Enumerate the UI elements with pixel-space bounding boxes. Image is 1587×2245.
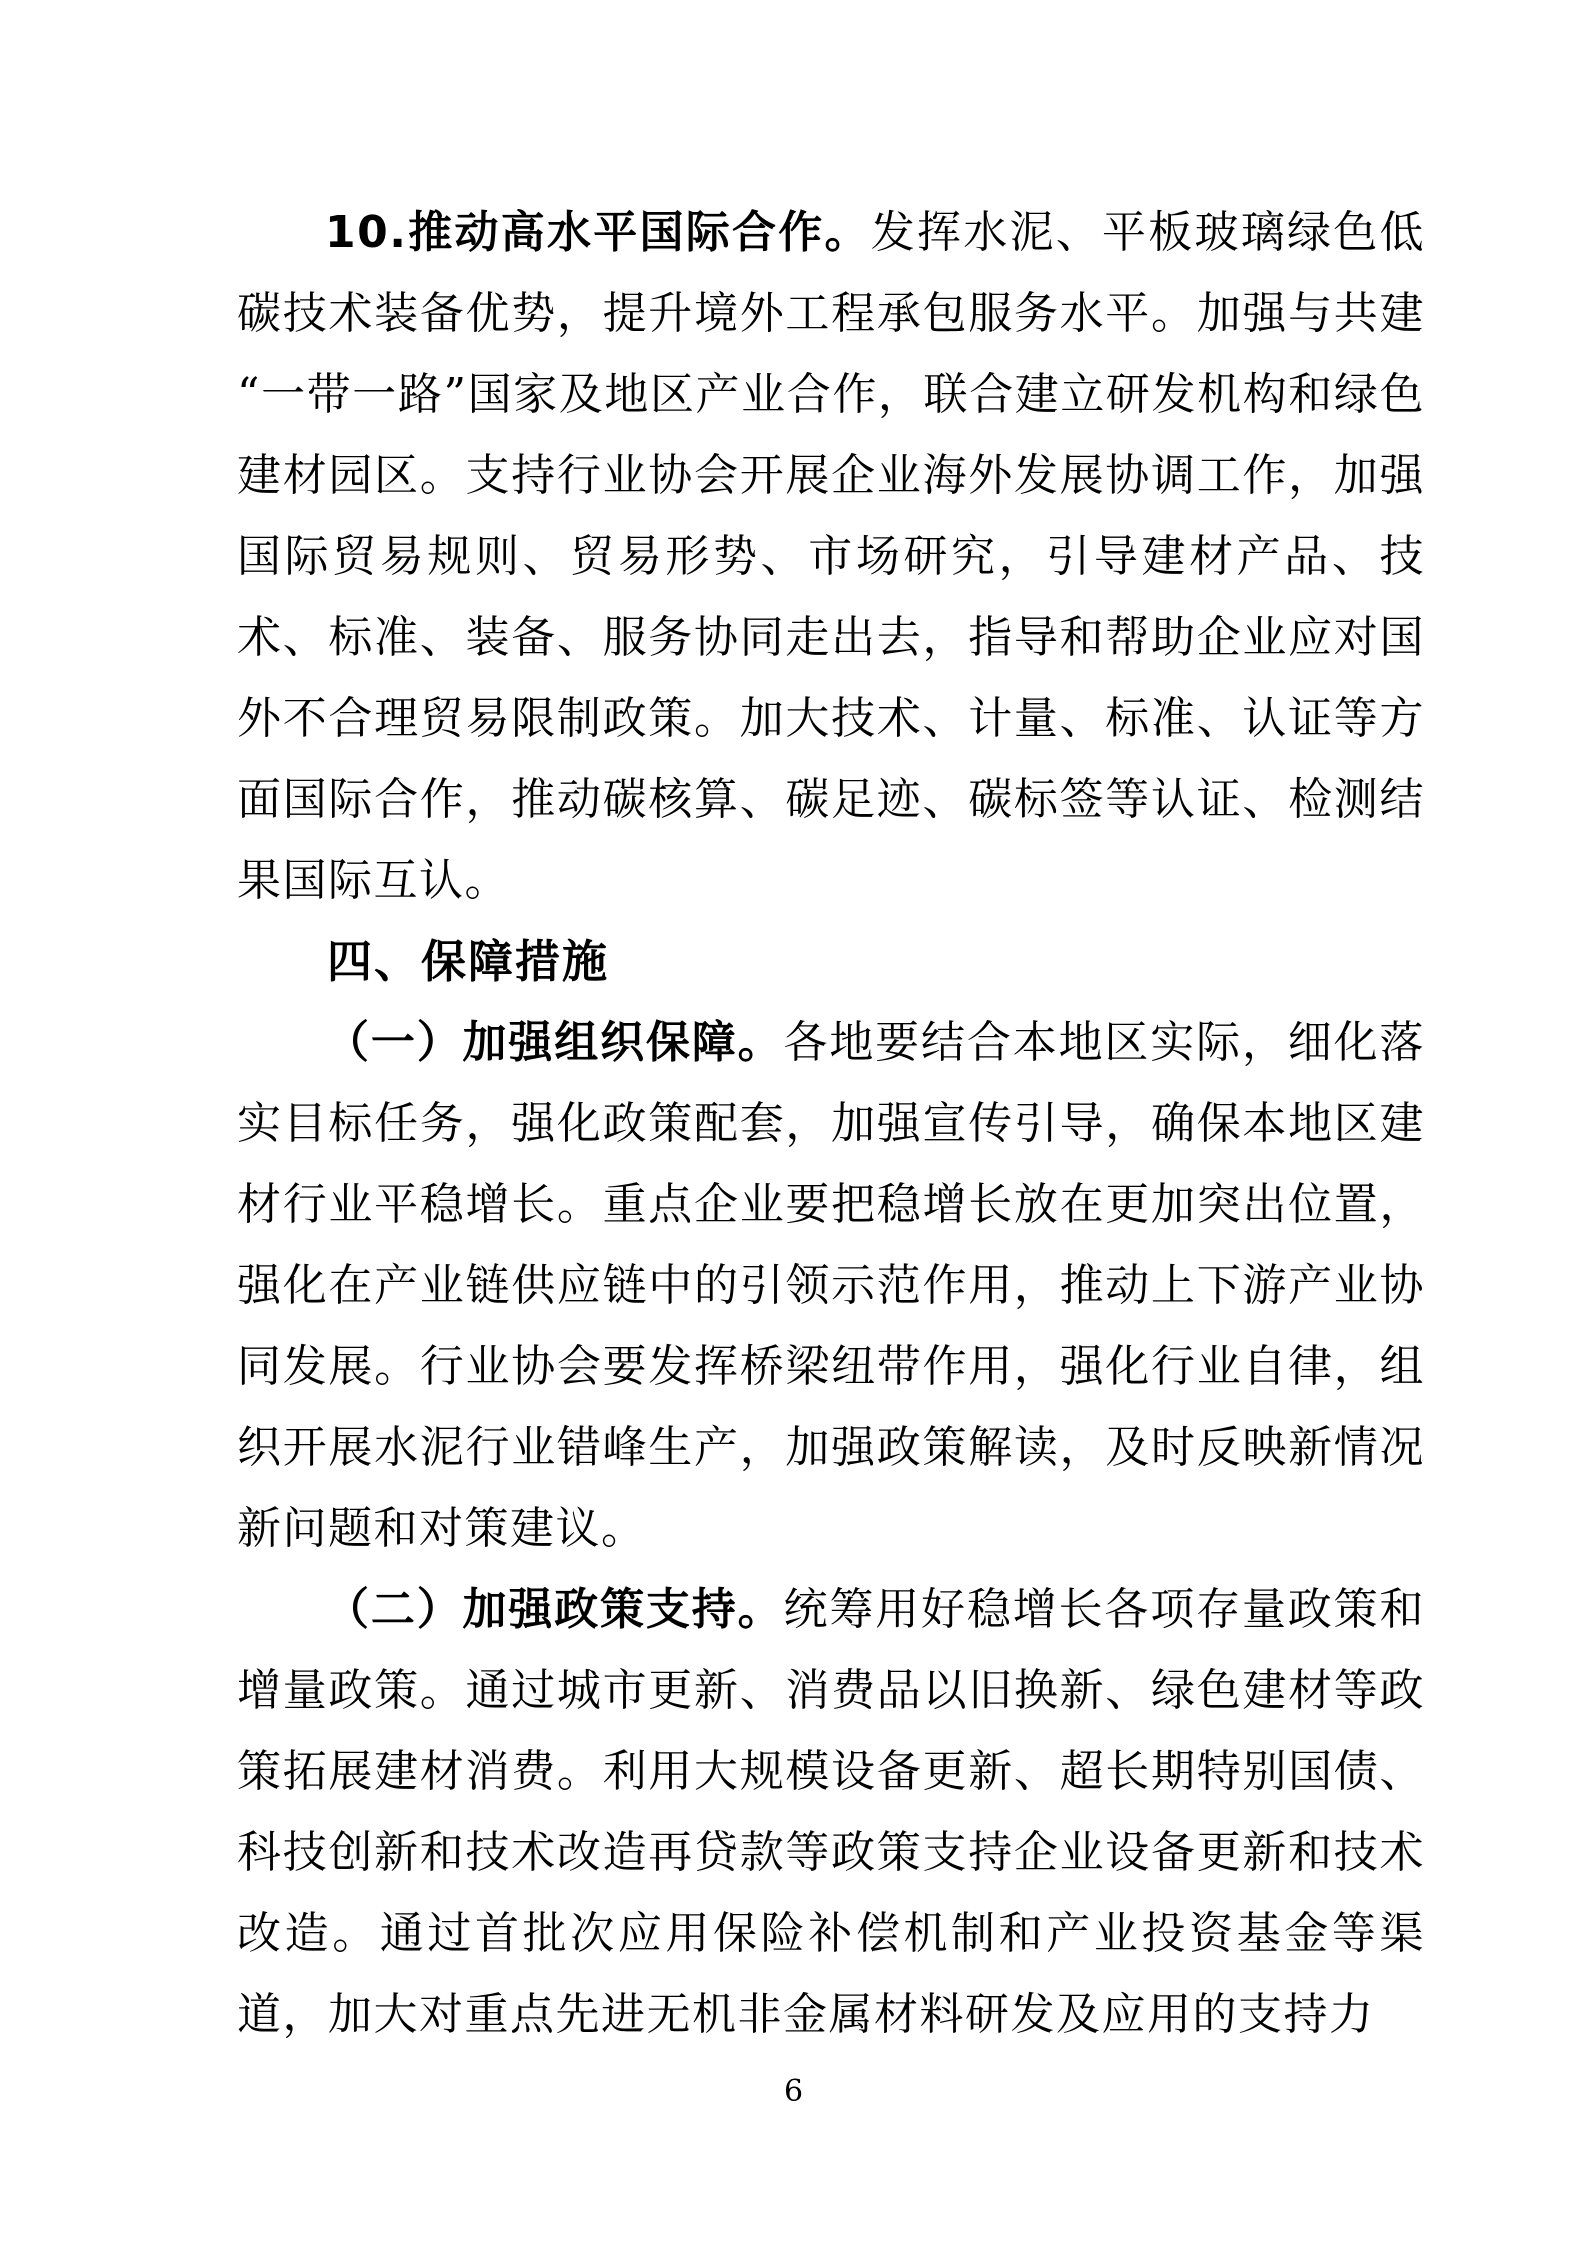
paragraph-text: 统筹用好稳增长各项存量政策和增量政策。通过城市更新、消费品以旧换新、绿色建材等政策拓展建材消费。利用大规模设备更新、超长期特别国债、科技创新和技术改造再贷款等政策支持企业设备更新和技术改造。通过首批次应用保险补偿机制和产业投资基金等渠道，加大对重点先进无机非金属材料研发及应用的支持力	[237, 1584, 1426, 2040]
paragraph-lead-bold: 10.推动高水平国际合作。	[325, 207, 871, 258]
document-body	[237, 192, 1425, 2055]
page-number: 6	[783, 2074, 804, 2109]
paragraph-text: 各地要结合本地区实际，细化落实目标任务，强化政策配套，加强宣传引导，确保本地区建材行业平稳增长。重点企业要把稳增长放在更加突出位置，强化在产业链供应链中的引领示范作用，推动上下游产业协同发展。行业协会要发挥桥梁纽带作用，强化行业自律，组织开展水泥行业错峰生产，加强政策解读，及时反映新情况新问题和对策建议。	[237, 1017, 1426, 1554]
paragraph-lead-bold: （一）加强组织保障。	[325, 1017, 784, 1068]
paragraph-lead-bold: （二）加强政策支持。	[325, 1584, 784, 1635]
paragraph-text: 发挥水泥、平板玻璃绿色低碳技术装备优势，提升境外工程承包服务水平。加强与共建“一带一路”国家及地区产业合作，联合建立研发机构和绿色建材园区。支持行业协会开展企业海外发展协调工作，加强国际贸易规则、贸易形势、市场研究，引导建材产品、技术、标准、装备、服务协同走出去，指导和帮助企业应对国外不合理贸易限制政策。加大技术、计量、标准、认证等方面国际合作，推动碳核算、碳足迹、碳标签等认证、检测结果国际互认。	[237, 207, 1425, 906]
section-heading-safeguards: 四、保障措施	[327, 935, 610, 988]
paragraph-item-guarantee-2	[237, 1569, 1425, 2055]
paragraph-item-guarantee-1	[237, 1002, 1425, 1569]
paragraph-item-10	[237, 192, 1425, 921]
